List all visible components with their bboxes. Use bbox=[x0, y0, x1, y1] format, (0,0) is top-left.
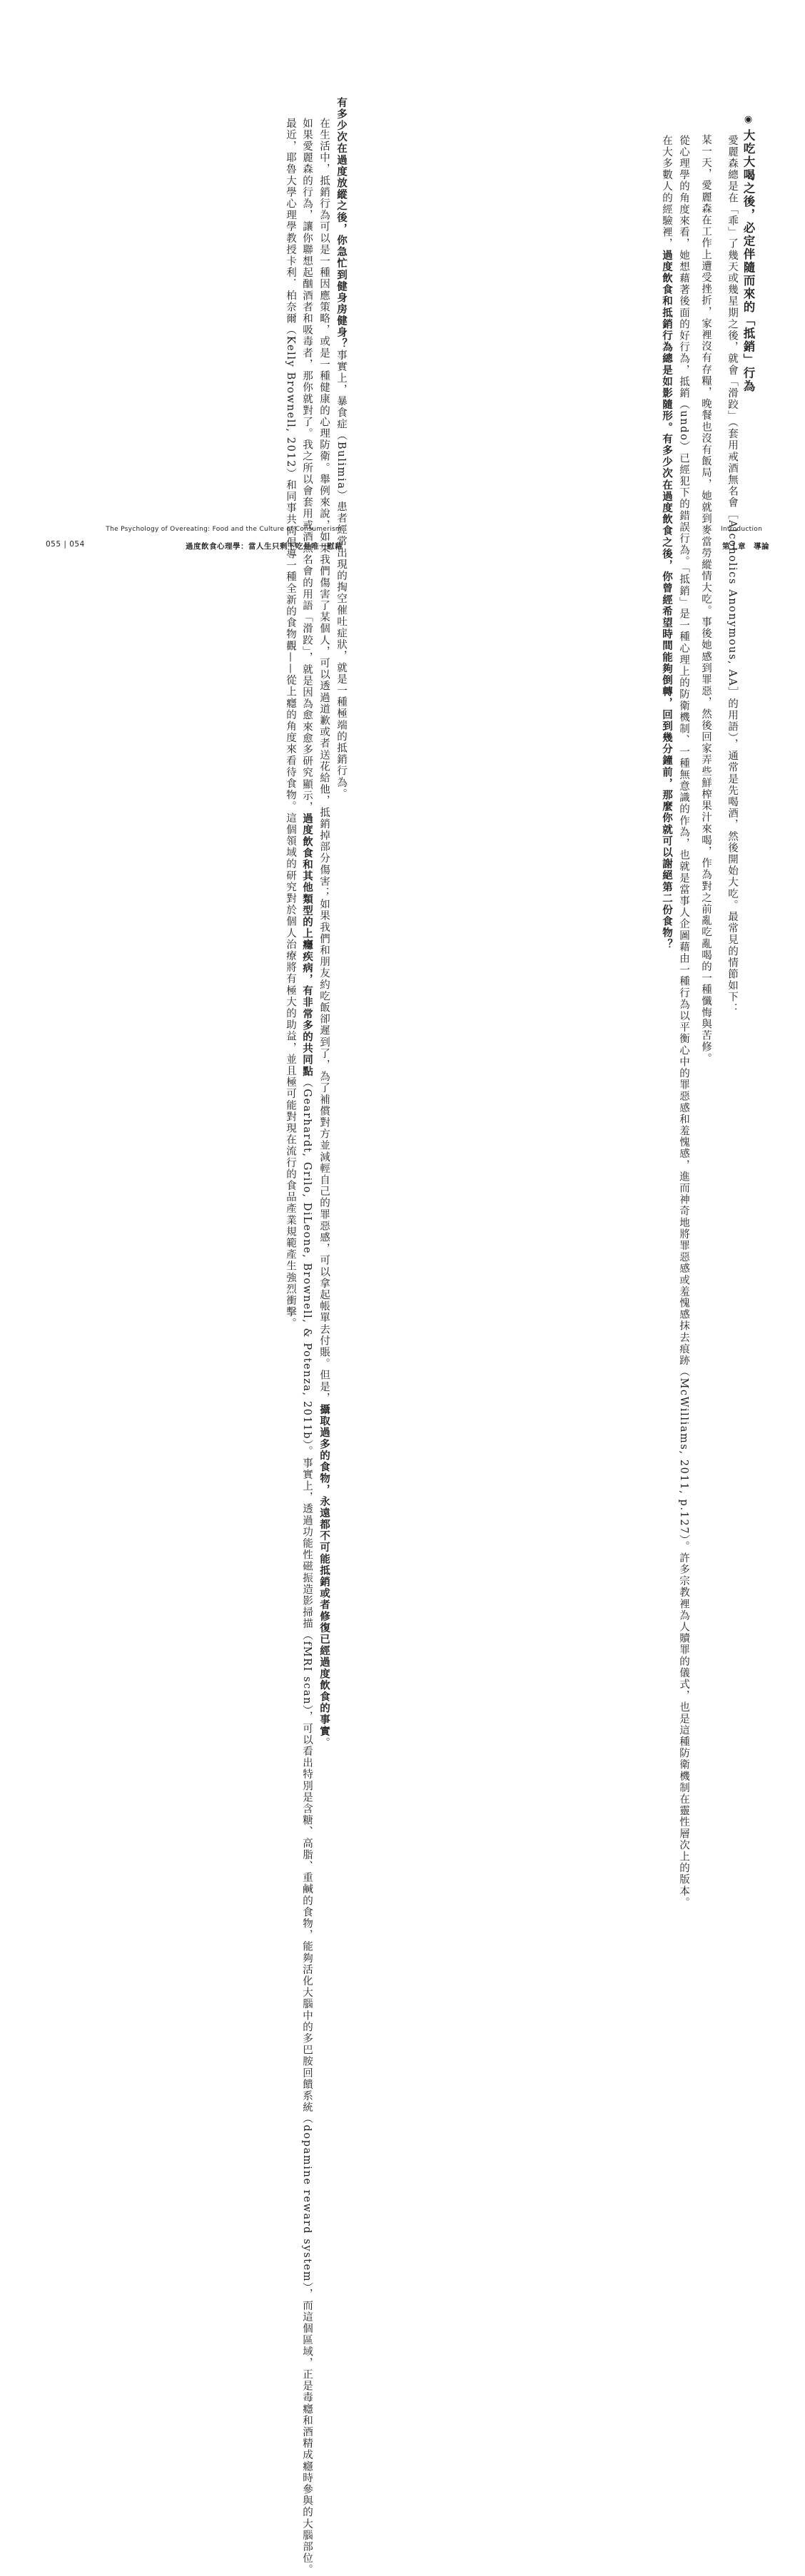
left-para-4: 最近，耶魯大學心理學教授卡利．柏奈爾（Kelly Brownell, 2012）和同事共同倡導一種全新的食物觀——從上癮的角度來看待食物。這個領域的研究對於個人治療將有極大的助益，並且極可能對現在流行的食品產業規範產生強烈衝擊。 bbox=[285, 118, 296, 1330]
left-para-1: 有多少次在過度放縱之後，你急忙到健身房健身？事實上，暴食症（Bulimia）患者經常出現的掏空催吐症狀，就是一種極端的抵銷行為。 bbox=[335, 97, 348, 800]
left-page-text bbox=[282, 97, 350, 2576]
page-numbers: 055 | 054 bbox=[46, 540, 85, 549]
book-title-en: The Psychology of Overeating: Food and the Culture of Consumerism bbox=[106, 526, 342, 533]
section-heading: ◉大吃大喝之後，必定伴隨而來的「抵銷」行為 bbox=[741, 114, 755, 393]
right-para-2: 從心理學的角度來看，她想藉著後面的好行為，抵銷（undo）已經犯下的錯誤行為。「抵銷」是一種心理上的防衛機制、一種無意識的作為，也就是當事人企圖藉由一種行為以平衡心中的罪惡感和羞愧感，進而神奇地將罪惡感或羞愧感抹去痕跡（McWilliams, 2011, p.127）。許多宗教裡為人贖罪的儀式，也是這種防衛機制在靈性層次上的版本。 bbox=[678, 135, 689, 1909]
right-page bbox=[402, 0, 805, 1909]
book-title-zh: 過度飲食心理學：當人生只剩下吃是唯一慰藉 bbox=[186, 542, 343, 551]
right-quote: 某一天，愛麗森在工作上遭受挫折，家裡沒有存糧，晚餐也沒有飯局，她就到麥當勞縱情大吃。事後她感到罪惡，然後回家弄些鮮榨果汁來喝，作為對之前亂吃亂喝的一種懺悔與苦修。 bbox=[700, 134, 712, 1065]
left-page bbox=[0, 0, 402, 2576]
bullet-icon: ◉ bbox=[743, 114, 754, 126]
section-label-en: Introduction bbox=[721, 526, 763, 533]
right-para-3: 在大多數人的經驗裡，過度飲食和抵銷行為總是如影隨形。有多少次在過度飲食之後，你曾經希望時間能夠倒轉，回到幾分鐘前，那麼你就可以謝絕第二份食物？ bbox=[661, 135, 673, 951]
left-para-2: 在生活中，抵銷行為可以是一種因應策略，或是一種健康的心理防衛。舉例來說，如果我們傷害了某個人，可以透過道歉或者送花給他，抵銷掉部分傷害；如果我們和朋友約吃飯卻遲到了，為了補償對方並減輕自己的罪惡感，可以拿起帳單去付賬。但是，攝取過多的食物，永遠都不可能抵銷或者修復已經過度飲食的事實。 bbox=[318, 118, 330, 1749]
chapter-label: 第１章 導論 bbox=[722, 542, 769, 551]
right-para-1: 愛麗森總是在「乖」了幾天或幾星期之後，就會「滑跤」（套用戒酒無名會［Alcoholics Anonymous, AA］的用語），通常是先喝酒，然後開始大吃。最常見的情節如下： bbox=[726, 135, 738, 1015]
left-para-3: 如果愛麗森的行為，讓你聯想起酗酒者和吸毒者，那你就對了。我之所以會套用戒酒無名會的用語「滑跤」，就是因為愈來愈多研究顯示，過度飲食和其他類型的上癮疾病，有非常多的共同點（Gearhardt, Grilo, DiLeone, Brownell, & Potenza, 2011b）。事實上，透過功能性磁振造影掃描（fMRI scan），可以看出特別是含糖、高脂、重鹹的食物，能夠活化大腦中的多巴胺回饋系統（dopamine reward system），而這個區域，正是毒癮和酒精成癮時參與的大腦部位。 bbox=[301, 118, 313, 2576]
